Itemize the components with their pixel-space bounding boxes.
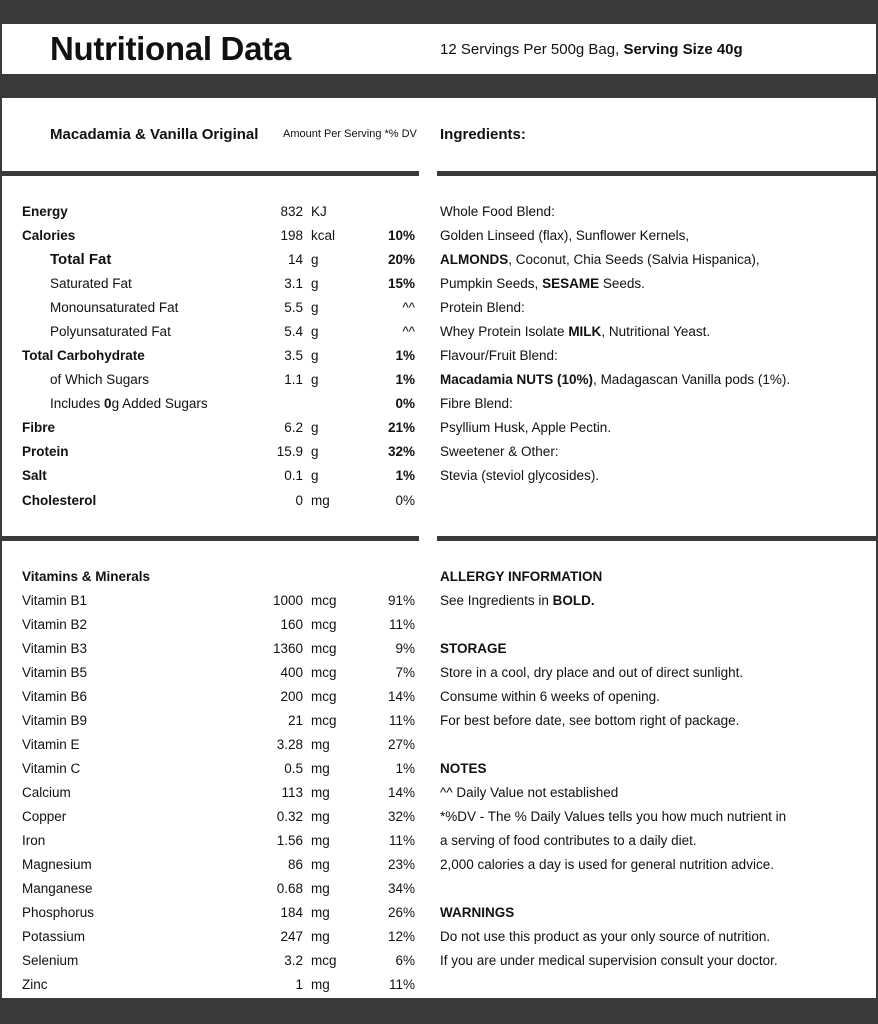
vitamins-heading: Vitamins & Minerals (22, 569, 151, 584)
nutrient-value: 5.4 (284, 324, 303, 339)
nutrient-dv: 0% (395, 493, 415, 508)
ingredients-line: Psyllium Husk, Apple Pectin. (440, 420, 612, 435)
allergen: SESAME (542, 276, 600, 291)
name-part: Includes (50, 396, 105, 411)
header-band (0, 74, 878, 98)
nutrient-name: Fibre (22, 420, 56, 435)
nutrient-dv: 21% (387, 420, 415, 435)
vitamin-value: 184 (280, 905, 303, 920)
nutrient-value: 198 (280, 228, 303, 243)
vitamin-value: 0.68 (276, 881, 303, 896)
vitamin-name: Phosphorus (22, 905, 95, 920)
vitamin-unit: mg (311, 833, 330, 848)
warnings-heading: WARNINGS (440, 905, 515, 920)
vitamin-name: Manganese (22, 881, 93, 896)
vitamins-heading-row (0, 569, 420, 593)
top-band (0, 0, 878, 24)
notes-line: 2,000 calories a day is used for general nutrition advice. (440, 857, 774, 872)
vitamin-row (0, 977, 420, 1001)
amount-per-serving-label: Amount Per Serving *% DV (283, 128, 417, 140)
vitamin-unit: mcg (311, 953, 337, 968)
vitamin-name: Vitamin B6 (22, 689, 88, 704)
servings-count: 12 Servings Per 500g Bag, (440, 41, 624, 58)
nutrient-value: 0.1 (284, 468, 303, 483)
storage-heading: STORAGE (440, 641, 507, 656)
nutrient-row-cholesterol (0, 493, 420, 517)
warnings-line: Do not use this product as your only source of nutrition. (440, 929, 771, 944)
vitamin-dv: 14% (387, 689, 415, 704)
ingredients-line: Fibre Blend: (440, 396, 513, 411)
ingredients-line: Stevia (steviol glycosides). (440, 468, 600, 483)
vitamin-value: 3.2 (284, 953, 303, 968)
vitamin-value: 400 (280, 665, 303, 680)
nutrient-name: Cholesterol (22, 493, 97, 508)
nutrient-unit: g (311, 324, 319, 339)
vitamin-dv: 1% (395, 761, 415, 776)
vitamin-dv: 34% (387, 881, 415, 896)
divider-info (437, 536, 878, 541)
vitamin-row (0, 905, 420, 929)
notes-line: ^^ Daily Value not established (440, 785, 619, 800)
allergen: MILK (568, 324, 602, 339)
vitamin-row (0, 833, 420, 857)
nutrient-unit: g (311, 348, 319, 363)
storage-line: Store in a cool, dry place and out of direct sunlight. (440, 665, 744, 680)
ingredient-text: Pumpkin Seeds, (440, 276, 543, 291)
ingredients-line: Flavour/Fruit Blend: (440, 348, 558, 363)
ingredient-text: , Madagascan Vanilla pods (1%). (593, 372, 791, 387)
nutrient-name: Monounsaturated Fat (50, 300, 179, 315)
vitamin-name: Calcium (22, 785, 71, 800)
name-part-bold: 0 (104, 396, 112, 411)
nutrient-name: Salt (22, 468, 47, 483)
vitamin-dv: 11% (388, 713, 415, 728)
ingredients-line: Golden Linseed (flax), Sunflower Kernels, (440, 228, 690, 243)
nutrient-value: 5.5 (284, 300, 303, 315)
ingredients-heading: Ingredients: (440, 126, 526, 143)
nutrient-dv: ^^ (402, 324, 415, 339)
vitamin-row (0, 953, 420, 977)
ingredient-text: Seeds. (599, 276, 645, 291)
nutrient-name: of Which Sugars (50, 372, 150, 387)
storage-line: Consume within 6 weeks of opening. (440, 689, 660, 704)
allergy-text-bold: BOLD. (552, 593, 595, 608)
nutrient-value: 3.5 (284, 348, 303, 363)
vitamin-unit: mg (311, 977, 330, 992)
nutrient-row-fibre (0, 420, 420, 444)
vitamin-value: 1 (295, 977, 303, 992)
nutrient-dv: 1% (395, 468, 415, 483)
nutrient-row-sugars (0, 372, 420, 396)
nutrient-row-added-sugars (0, 396, 420, 420)
vitamin-dv: 32% (387, 809, 415, 824)
vitamin-value: 21 (287, 713, 303, 728)
vitamin-unit: mg (311, 929, 330, 944)
vitamin-row (0, 785, 420, 809)
nutrient-unit: g (311, 276, 319, 291)
vitamin-value: 160 (280, 617, 303, 632)
vitamin-dv: 9% (395, 641, 415, 656)
nutrient-dv: 1% (395, 348, 415, 363)
vitamin-name: Vitamin B5 (22, 665, 88, 680)
vitamin-unit: mg (311, 785, 330, 800)
vitamin-unit: mcg (311, 617, 337, 632)
allergy-heading: ALLERGY INFORMATION (440, 569, 603, 584)
vitamin-row (0, 809, 420, 833)
serving-size: Serving Size 40g (623, 41, 743, 58)
allergen: Macadamia NUTS (10%) (440, 372, 594, 387)
vitamin-name: Vitamin B2 (22, 617, 88, 632)
nutrient-unit: kcal (311, 228, 336, 243)
vitamin-unit: mg (311, 857, 330, 872)
vitamin-row (0, 737, 420, 761)
nutrient-unit: g (311, 252, 319, 267)
nutrient-unit: mg (311, 493, 330, 508)
nutrient-unit: g (311, 420, 319, 435)
nutrient-dv: 0% (395, 396, 415, 411)
vitamin-value: 1.56 (276, 833, 303, 848)
notes-line: a serving of food contributes to a daily diet. (440, 833, 697, 848)
vitamin-name: Zinc (22, 977, 48, 992)
divider-nutrients (0, 171, 419, 176)
nutrient-dv: 15% (387, 276, 415, 291)
ingredients-line: Whole Food Blend: (440, 204, 555, 219)
ingredients-line (440, 276, 645, 291)
nutrient-name: Energy (22, 204, 68, 219)
vitamin-dv: 26% (387, 905, 415, 920)
vitamin-unit: mg (311, 881, 330, 896)
vitamin-unit: mcg (311, 689, 337, 704)
nutrient-unit: KJ (311, 204, 327, 219)
nutrient-unit: g (311, 300, 319, 315)
nutrient-row-saturated-fat (0, 276, 420, 300)
vitamin-dv: 6% (395, 953, 415, 968)
ingredient-text: , Coconut, Chia Seeds (Salvia Hispanica), (508, 252, 760, 267)
vitamin-row (0, 665, 420, 689)
vitamin-value: 113 (281, 785, 303, 800)
ingredient-text: Whey Protein Isolate (440, 324, 569, 339)
vitamin-row (0, 881, 420, 905)
vitamin-name: Vitamin B3 (22, 641, 88, 656)
vitamin-name: Selenium (22, 953, 79, 968)
vitamin-unit: mg (311, 737, 330, 752)
ingredients-line (440, 372, 790, 387)
allergy-text (440, 593, 595, 608)
nutrient-value: 3.1 (284, 276, 303, 291)
ingredient-text: , Nutritional Yeast. (601, 324, 711, 339)
allergen: ALMONDS (440, 252, 509, 267)
ingredients-line (440, 324, 710, 339)
vitamin-row (0, 713, 420, 737)
vitamin-name: Vitamin E (22, 737, 80, 752)
nutrient-row-calories (0, 228, 420, 252)
vitamin-name: Vitamin C (22, 761, 81, 776)
nutrient-name: Total Carbohydrate (22, 348, 145, 363)
vitamin-dv: 91% (387, 593, 415, 608)
notes-line: *%DV - The % Daily Values tells you how much nutrient in (440, 809, 787, 824)
vitamin-dv: 14% (387, 785, 415, 800)
ingredients-line: Protein Blend: (440, 300, 525, 315)
vitamin-row (0, 593, 420, 617)
vitamin-name: Copper (22, 809, 67, 824)
nutrient-dv: 1% (395, 372, 415, 387)
nutrient-dv: 20% (387, 252, 415, 267)
nutrient-name: Polyunsaturated Fat (50, 324, 171, 339)
nutrient-value: 0 (295, 493, 303, 508)
nutrient-unit: g (311, 468, 319, 483)
ingredients-line (440, 252, 760, 267)
vitamin-value: 0.32 (276, 809, 303, 824)
label-title: Nutritional Data (50, 30, 291, 67)
vitamin-name: Potassium (22, 929, 86, 944)
nutrient-row-total-fat (0, 251, 420, 275)
vitamin-row (0, 929, 420, 953)
nutrient-value: 6.2 (284, 420, 303, 435)
bottom-band (0, 998, 878, 1024)
vitamin-row (0, 857, 420, 881)
divider-vitamins (0, 536, 419, 541)
warnings-line: If you are under medical supervision consult your doctor. (440, 953, 778, 968)
vitamin-unit: mcg (311, 641, 337, 656)
name-part: g Added Sugars (111, 396, 208, 411)
nutrient-value: 1.1 (284, 372, 303, 387)
vitamin-unit: mg (311, 809, 330, 824)
nutrient-unit: g (311, 372, 319, 387)
vitamin-dv: 11% (388, 833, 415, 848)
vitamin-value: 247 (280, 929, 303, 944)
vitamin-name: Magnesium (22, 857, 92, 872)
nutrient-row-monounsaturated-fat (0, 300, 420, 324)
vitamin-unit: mcg (311, 713, 337, 728)
nutrient-name: Total Fat (50, 251, 112, 268)
vitamin-value: 3.28 (276, 737, 303, 752)
nutrient-unit: g (311, 444, 319, 459)
nutrient-name: Protein (22, 444, 69, 459)
nutrient-row-protein (0, 444, 420, 468)
notes-heading: NOTES (440, 761, 487, 776)
nutrient-dv: 10% (387, 228, 415, 243)
vitamin-unit: mcg (311, 593, 337, 608)
vitamin-value: 1360 (272, 641, 303, 656)
divider-ingredients (437, 171, 878, 176)
nutrient-row-energy (0, 204, 420, 228)
nutrient-dv: ^^ (402, 300, 415, 315)
vitamin-value: 0.5 (284, 761, 303, 776)
nutrient-row-salt (0, 468, 420, 492)
product-name: Macadamia & Vanilla Original (50, 126, 259, 143)
nutrient-row-polyunsaturated-fat (0, 324, 420, 348)
vitamin-value: 200 (280, 689, 303, 704)
vitamin-dv: 23% (387, 857, 415, 872)
vitamin-dv: 12% (387, 929, 415, 944)
ingredients-line: Sweetener & Other: (440, 444, 559, 459)
nutrient-value: 15.9 (276, 444, 303, 459)
vitamin-row (0, 689, 420, 713)
allergy-text-part: See Ingredients in (440, 593, 553, 608)
vitamin-row (0, 617, 420, 641)
vitamin-name: Vitamin B9 (22, 713, 88, 728)
nutrient-row-total-carbohydrate (0, 348, 420, 372)
vitamin-value: 1000 (272, 593, 303, 608)
vitamin-row (0, 761, 420, 785)
nutrient-value: 14 (287, 252, 303, 267)
vitamin-dv: 11% (388, 617, 415, 632)
vitamin-name: Iron (22, 833, 46, 848)
vitamin-dv: 7% (395, 665, 415, 680)
vitamin-unit: mcg (311, 665, 337, 680)
nutrient-name: Calories (22, 228, 76, 243)
vitamin-value: 86 (287, 857, 303, 872)
nutrient-dv: 32% (387, 444, 415, 459)
nutrient-name: Saturated Fat (50, 276, 132, 291)
vitamin-row (0, 641, 420, 665)
servings-info (440, 41, 743, 58)
vitamin-dv: 27% (387, 737, 415, 752)
vitamin-unit: mg (311, 761, 330, 776)
vitamin-name: Vitamin B1 (22, 593, 88, 608)
nutrient-name (50, 396, 208, 411)
storage-line: For best before date, see bottom right of package. (440, 713, 740, 728)
nutrient-value: 832 (280, 204, 303, 219)
vitamin-dv: 11% (388, 977, 415, 992)
vitamin-unit: mg (311, 905, 330, 920)
